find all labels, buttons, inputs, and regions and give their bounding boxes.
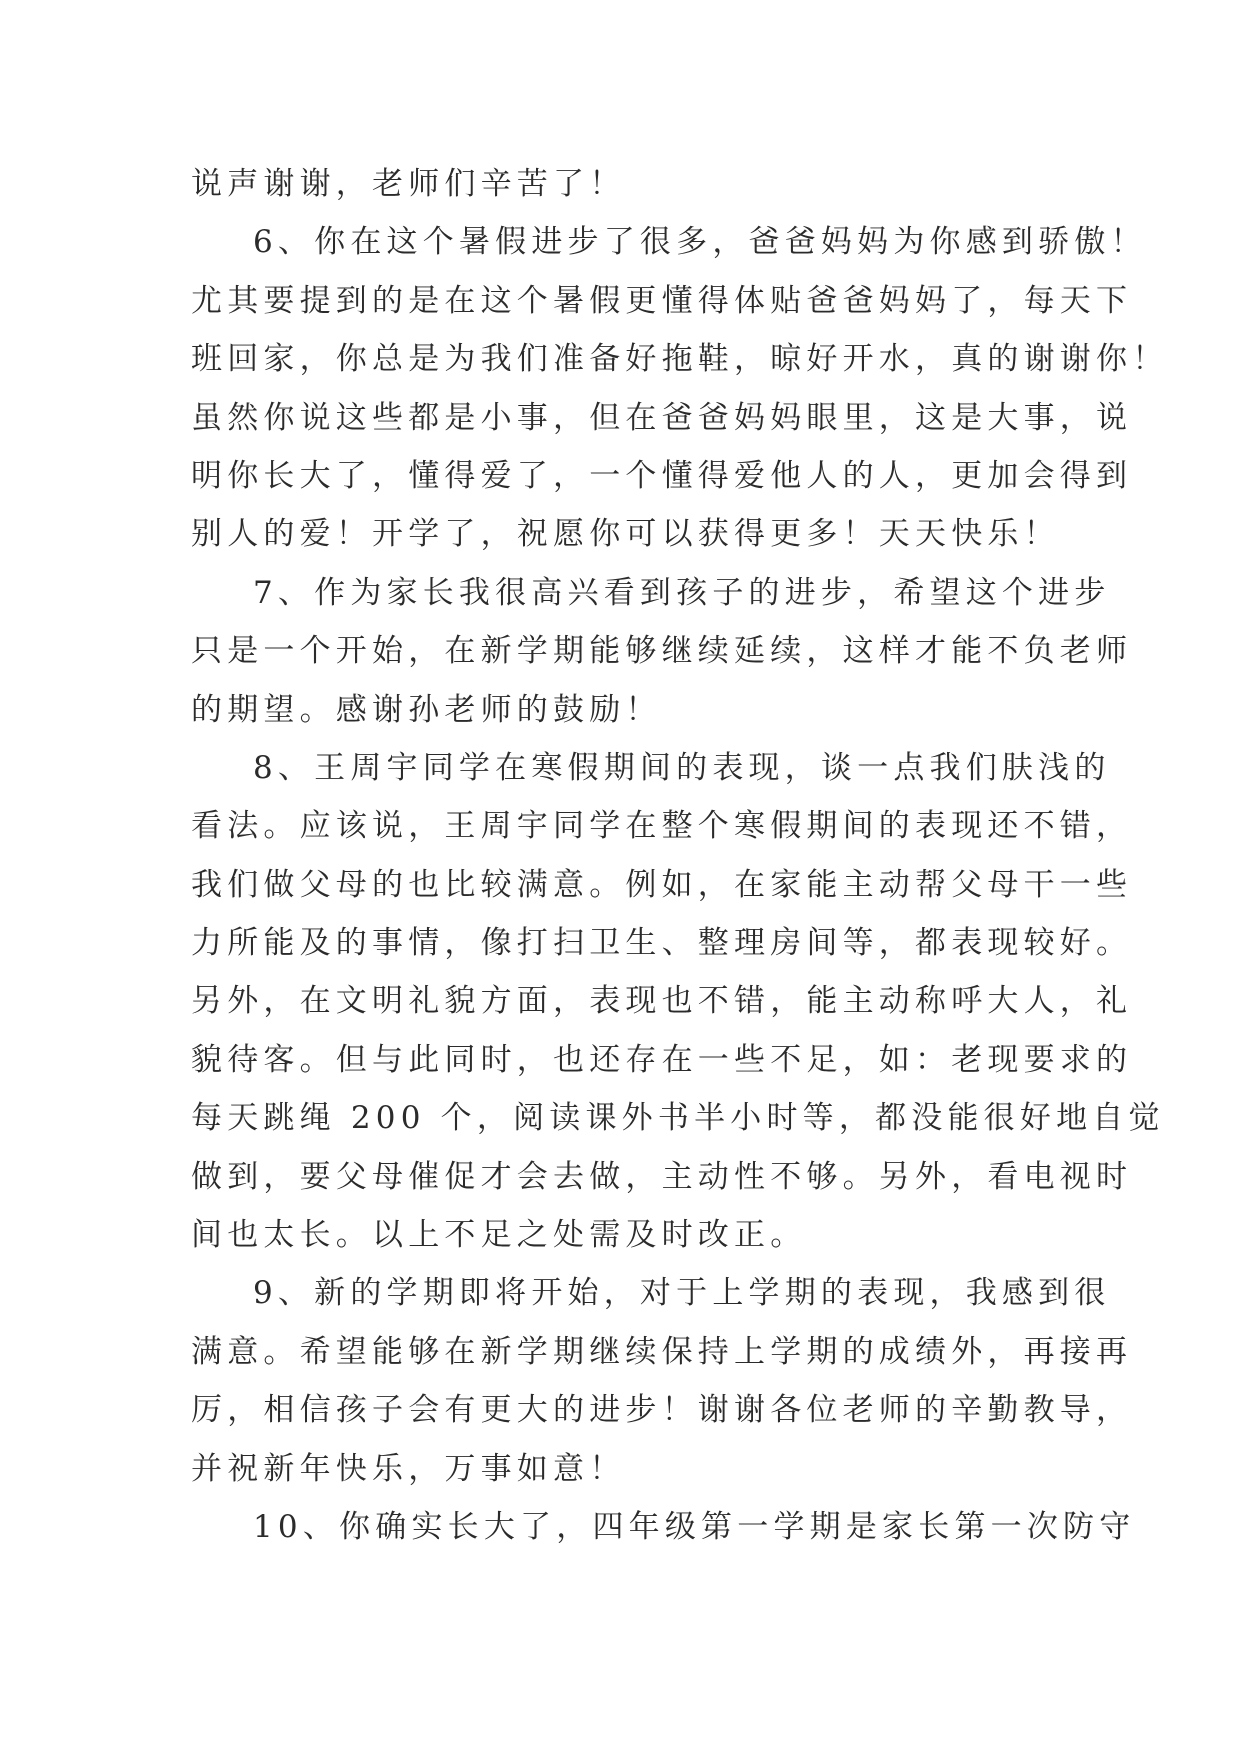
text-line: 8、王周宇同学在寒假期间的表现，谈一点我们肤浅的 xyxy=(253,749,1111,786)
text-line: 9、新的学期即将开始，对于上学期的表现，我感到很 xyxy=(253,1275,1111,1312)
text-line: 7、作为家长我很高兴看到孩子的进步，希望这个进步 xyxy=(253,574,1111,611)
text-line: 并祝新年快乐，万事如意！ xyxy=(191,1450,626,1487)
text-line: 尤其要提到的是在这个暑假更懂得体贴爸爸妈妈了，每天下 xyxy=(191,282,1133,319)
text-line: 只是一个开始，在新学期能够继续延续，这样才能不负老师 xyxy=(191,633,1133,670)
text-line: 说声谢谢，老师们辛苦了！ xyxy=(191,166,626,202)
text-line: 6、你在这个暑假进步了很多，爸爸妈妈为你感到骄傲！ xyxy=(253,224,1147,261)
body-text xyxy=(191,155,1169,1556)
text-line: 10、你确实长大了，四年级第一学期是家长第一次防守 xyxy=(253,1508,1136,1545)
text-line: 我们做父母的也比较满意。例如，在家能主动帮父母干一些 xyxy=(191,866,1133,903)
text-line: 每天跳绳 200 个，阅读课外书半小时等，都没能很好地自觉 xyxy=(191,1100,1165,1137)
text-line: 明你长大了，懂得爱了，一个懂得爱他人的人，更加会得到 xyxy=(191,457,1133,494)
text-line: 厉，相信孩子会有更大的进步！谢谢各位老师的辛勤教导， xyxy=(191,1392,1133,1429)
text-line: 满意。希望能够在新学期继续保持上学期的成绩外，再接再 xyxy=(191,1333,1133,1370)
text-line: 看法。应该说，王周宇同学在整个寒假期间的表现还不错， xyxy=(191,808,1133,845)
text-line: 另外，在文明礼貌方面，表现也不错，能主动称呼大人，礼 xyxy=(191,983,1133,1020)
text-line: 貌待客。但与此同时，也还存在一些不足，如：老现要求的 xyxy=(191,1041,1133,1078)
text-line: 间也太长。以上不足之处需及时改正。 xyxy=(191,1217,807,1254)
text-line: 虽然你说这些都是小事，但在爸爸妈妈眼里，这是大事，说 xyxy=(191,399,1133,436)
text-line: 班回家，你总是为我们准备好拖鞋，晾好开水，真的谢谢你！ xyxy=(191,341,1169,378)
text-line: 别人的爱！开学了，祝愿你可以获得更多！天天快乐！ xyxy=(191,516,1060,553)
text-line: 的期望。感谢孙老师的鼓励！ xyxy=(191,691,662,728)
text-line: 力所能及的事情，像打扫卫生、整理房间等，都表现较好。 xyxy=(191,925,1133,962)
text-line: 做到，要父母催促才会去做，主动性不够。另外，看电视时 xyxy=(191,1158,1133,1195)
